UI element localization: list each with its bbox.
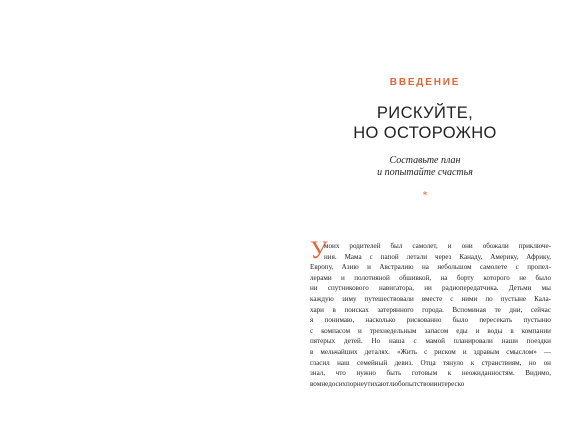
body-line: я понимаю, насколько рискованно было пересекать пустыню — [310, 316, 551, 325]
chapter-subtitle — [0, 155, 580, 179]
chapter-subtitle-line-2: и попытайте счастья — [377, 167, 473, 178]
chapter-title-line-2: НО ОСТОРОЖНО — [353, 124, 497, 142]
body-line: каждую зиму путешествовали вместе с ними по пустыне Кала- — [310, 294, 551, 303]
body-line: хари в поисках затерянного города. Вспоминая те дни, сейчас — [310, 305, 551, 314]
ornament-asterisk: * — [422, 190, 428, 201]
body-line: с компасом и трехнедельным запасом еды и воды в компании — [310, 326, 551, 335]
body-line: в мельчайших деталях. «Жить с риском и здравым смыслом» — — [310, 347, 551, 356]
body-line: во мне до сих пор не утихают любопытство и интерес ко — [310, 379, 465, 388]
body-line: ни спутникового навигатора, ни радиопередатчика. Детьми мы — [310, 284, 551, 293]
body-line: ния. Мама с папой летали через Канаду, Америку, Африку, — [324, 252, 551, 261]
chapter-title-line-1: РИСКУЙТЕ, — [376, 104, 474, 122]
drop-cap: У — [310, 237, 328, 264]
body-line: лерами и полотняной обшивкой, на борту которого не было — [310, 273, 551, 282]
body-paragraph — [310, 237, 551, 389]
body-line: моих родителей был самолет, и они обожали приключе- — [324, 242, 551, 250]
chapter-kicker: ВВЕДЕНИЕ — [389, 77, 461, 88]
chapter-subtitle-line-1: Составьте план — [389, 155, 461, 166]
body-line: Европу, Азию и Австралию на небольшом самолете с пропел- — [310, 263, 551, 272]
body-line: пятерых детей. Но наша с мамой планировали наши поездки — [310, 337, 551, 346]
body-line: гласил наш семейный девиз. Отца тянуло к странствиям, но он — [310, 358, 551, 367]
chapter-title — [0, 103, 580, 143]
body-line: знал, что нужно быть готовым к неожиданностям. Видимо, — [310, 369, 551, 378]
